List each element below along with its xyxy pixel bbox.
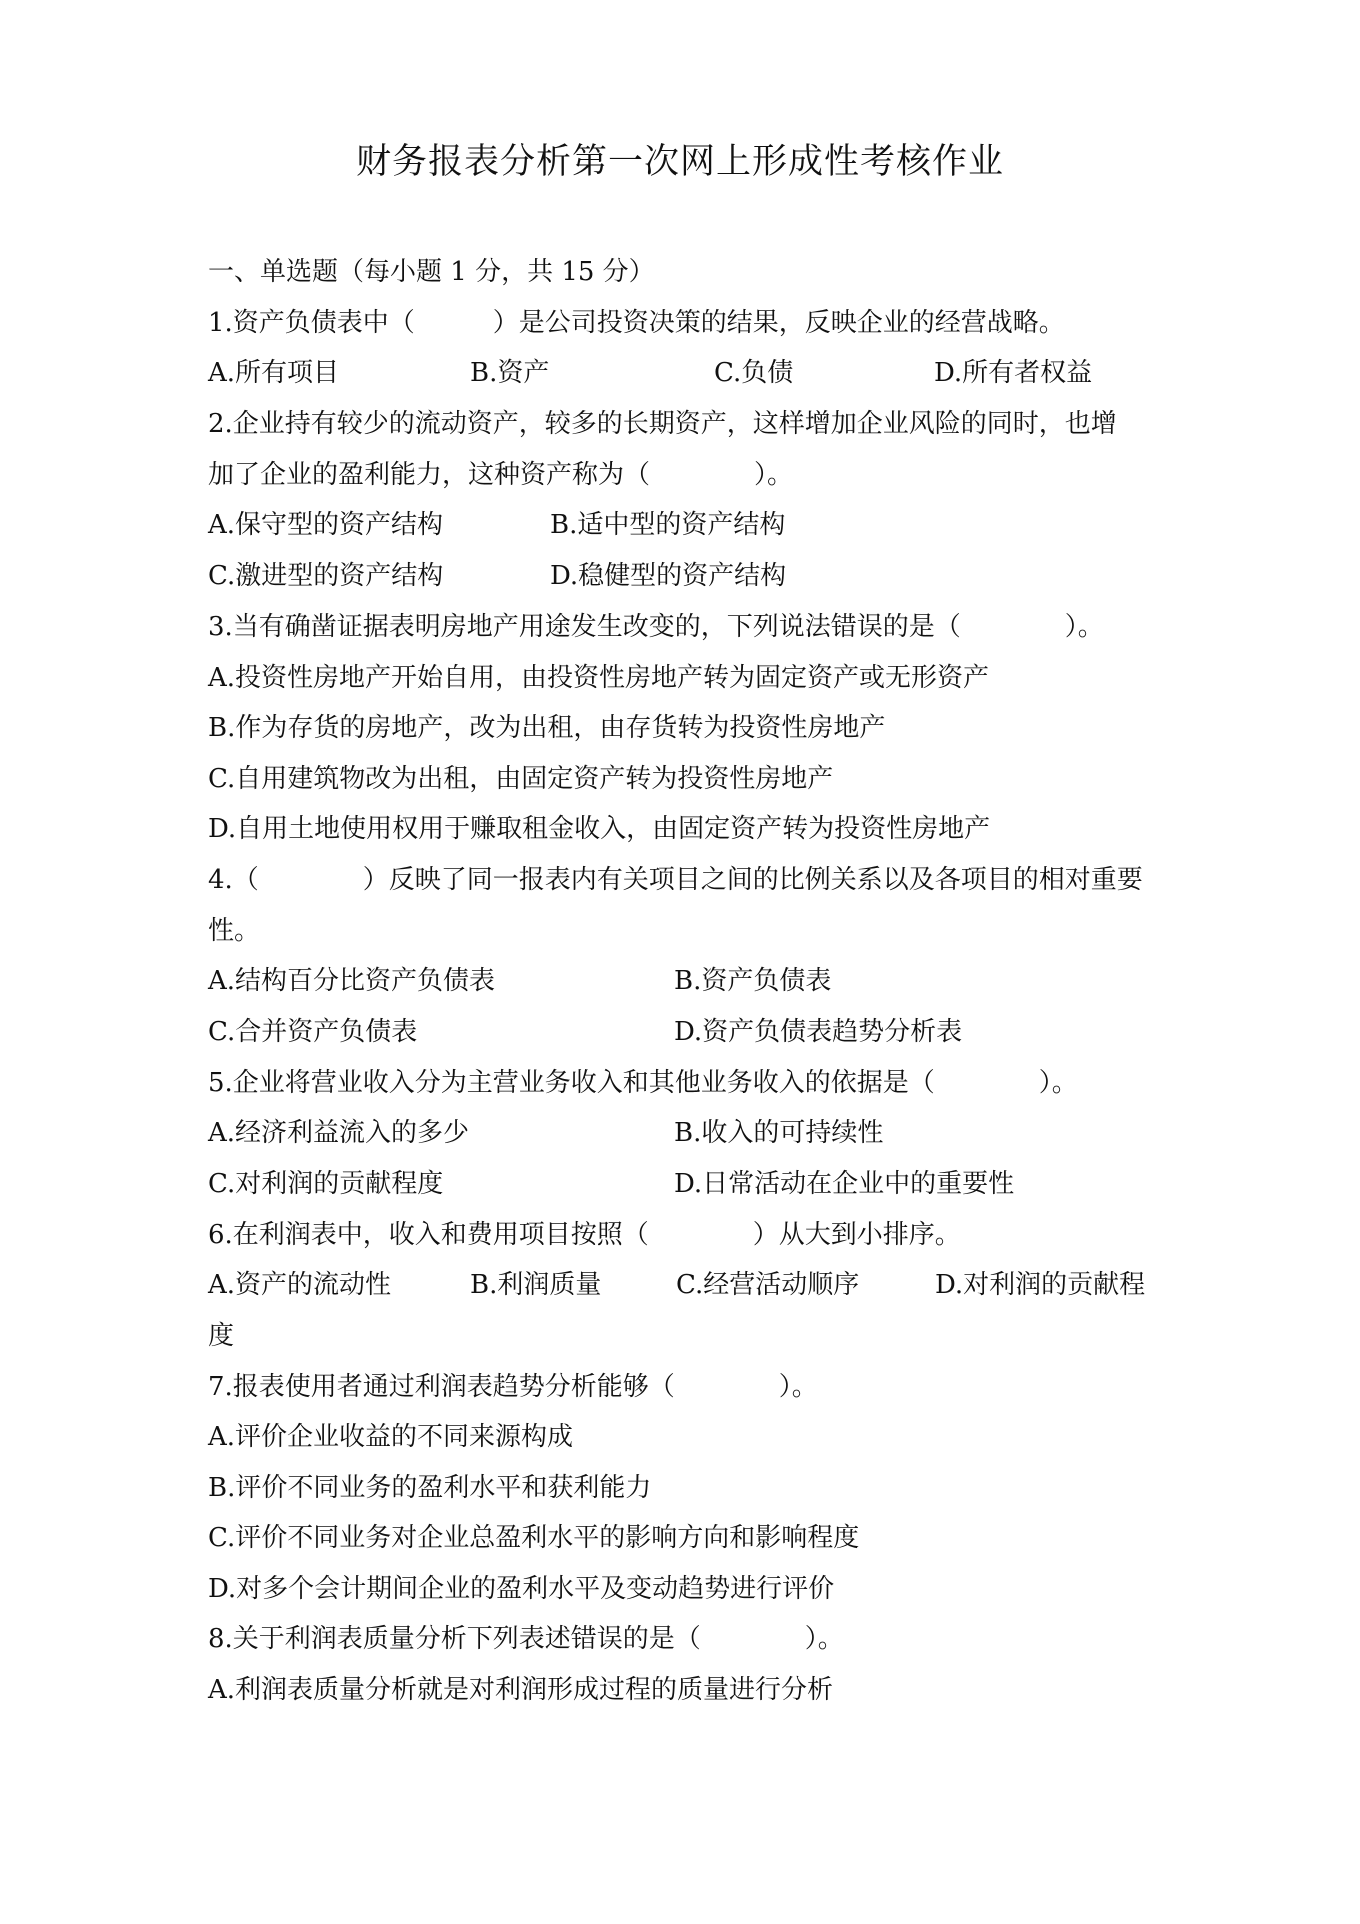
q1-option-d: D.所有者权益	[934, 358, 1093, 388]
q4-option-c: C.合并资产负债表	[208, 1017, 418, 1047]
section-heading: 一、单选题（每小题 1 分，共 15 分）	[208, 257, 655, 287]
question-6-stem: 6.在利润表中，收入和费用项目按照（ ）从大到小排序。	[208, 1220, 961, 1250]
q6-option-c: C.经营活动顺序	[676, 1270, 860, 1300]
q2-option-a: A.保守型的资产结构	[208, 510, 444, 540]
q7-option-a: A.评价企业收益的不同来源构成	[208, 1422, 574, 1452]
q5-option-a: A.经济利益流入的多少	[208, 1118, 470, 1148]
q5-option-d: D.日常活动在企业中的重要性	[674, 1169, 1015, 1199]
q4-option-d: D.资产负债表趋势分析表	[674, 1017, 963, 1047]
q2-option-d: D.稳健型的资产结构	[550, 561, 787, 591]
q3-option-a: A.投资性房地产开始自用，由投资性房地产转为固定资产或无形资产	[208, 663, 990, 693]
question-2-stem-line-2: 加了企业的盈利能力，这种资产称为（ ）。	[208, 460, 794, 490]
q7-option-d: D.对多个会计期间企业的盈利水平及变动趋势进行评价	[208, 1574, 835, 1604]
q2-option-b: B.适中型的资产结构	[550, 510, 786, 540]
q3-option-b: B.作为存货的房地产，改为出租，由存货转为投资性房地产	[208, 713, 886, 743]
q6-option-a: A.资产的流动性	[208, 1270, 392, 1300]
page-title: 财务报表分析第一次网上形成性考核作业	[355, 142, 1004, 182]
question-2-stem-line-1: 2.企业持有较少的流动资产，较多的长期资产，这样增加企业风险的同时，也增	[208, 409, 1117, 439]
question-4-stem-line-1: 4.（ ）反映了同一报表内有关项目之间的比例关系以及各项目的相对重要	[208, 865, 1143, 895]
question-1-stem: 1.资产负债表中（ ）是公司投资决策的结果，反映企业的经营战略。	[208, 308, 1065, 338]
q8-option-a: A.利润表质量分析就是对利润形成过程的质量进行分析	[208, 1675, 834, 1705]
q1-option-c: C.负债	[714, 358, 794, 388]
q5-option-c: C.对利润的贡献程度	[208, 1169, 444, 1199]
q6-option-b: B.利润质量	[470, 1270, 602, 1300]
question-3-stem: 3.当有确凿证据表明房地产用途发生改变的，下列说法错误的是（ ）。	[208, 612, 1104, 642]
q3-option-c: C.自用建筑物改为出租，由固定资产转为投资性房地产	[208, 764, 834, 794]
q6-option-d: D.对利润的贡献程	[935, 1270, 1146, 1300]
question-8-stem: 8.关于利润表质量分析下列表述错误的是（ ）。	[208, 1624, 844, 1654]
q7-option-b: B.评价不同业务的盈利水平和获利能力	[208, 1473, 652, 1503]
q7-option-c: C.评价不同业务对企业总盈利水平的影响方向和影响程度	[208, 1523, 860, 1553]
question-5-stem: 5.企业将营业收入分为主营业务收入和其他业务收入的依据是（ ）。	[208, 1068, 1078, 1098]
q6-option-d-wrap: 度	[208, 1321, 235, 1351]
q4-option-b: B.资产负债表	[674, 966, 832, 996]
q4-option-a: A.结构百分比资产负债表	[208, 966, 496, 996]
q1-option-a: A.所有项目	[208, 358, 340, 388]
q5-option-b: B.收入的可持续性	[674, 1118, 884, 1148]
q3-option-d: D.自用土地使用权用于赚取租金收入，由固定资产转为投资性房地产	[208, 814, 991, 844]
question-4-stem-line-2: 性。	[208, 916, 261, 946]
q1-option-b: B.资产	[470, 358, 550, 388]
q2-option-c: C.激进型的资产结构	[208, 561, 444, 591]
question-7-stem: 7.报表使用者通过利润表趋势分析能够（ ）。	[208, 1372, 818, 1402]
